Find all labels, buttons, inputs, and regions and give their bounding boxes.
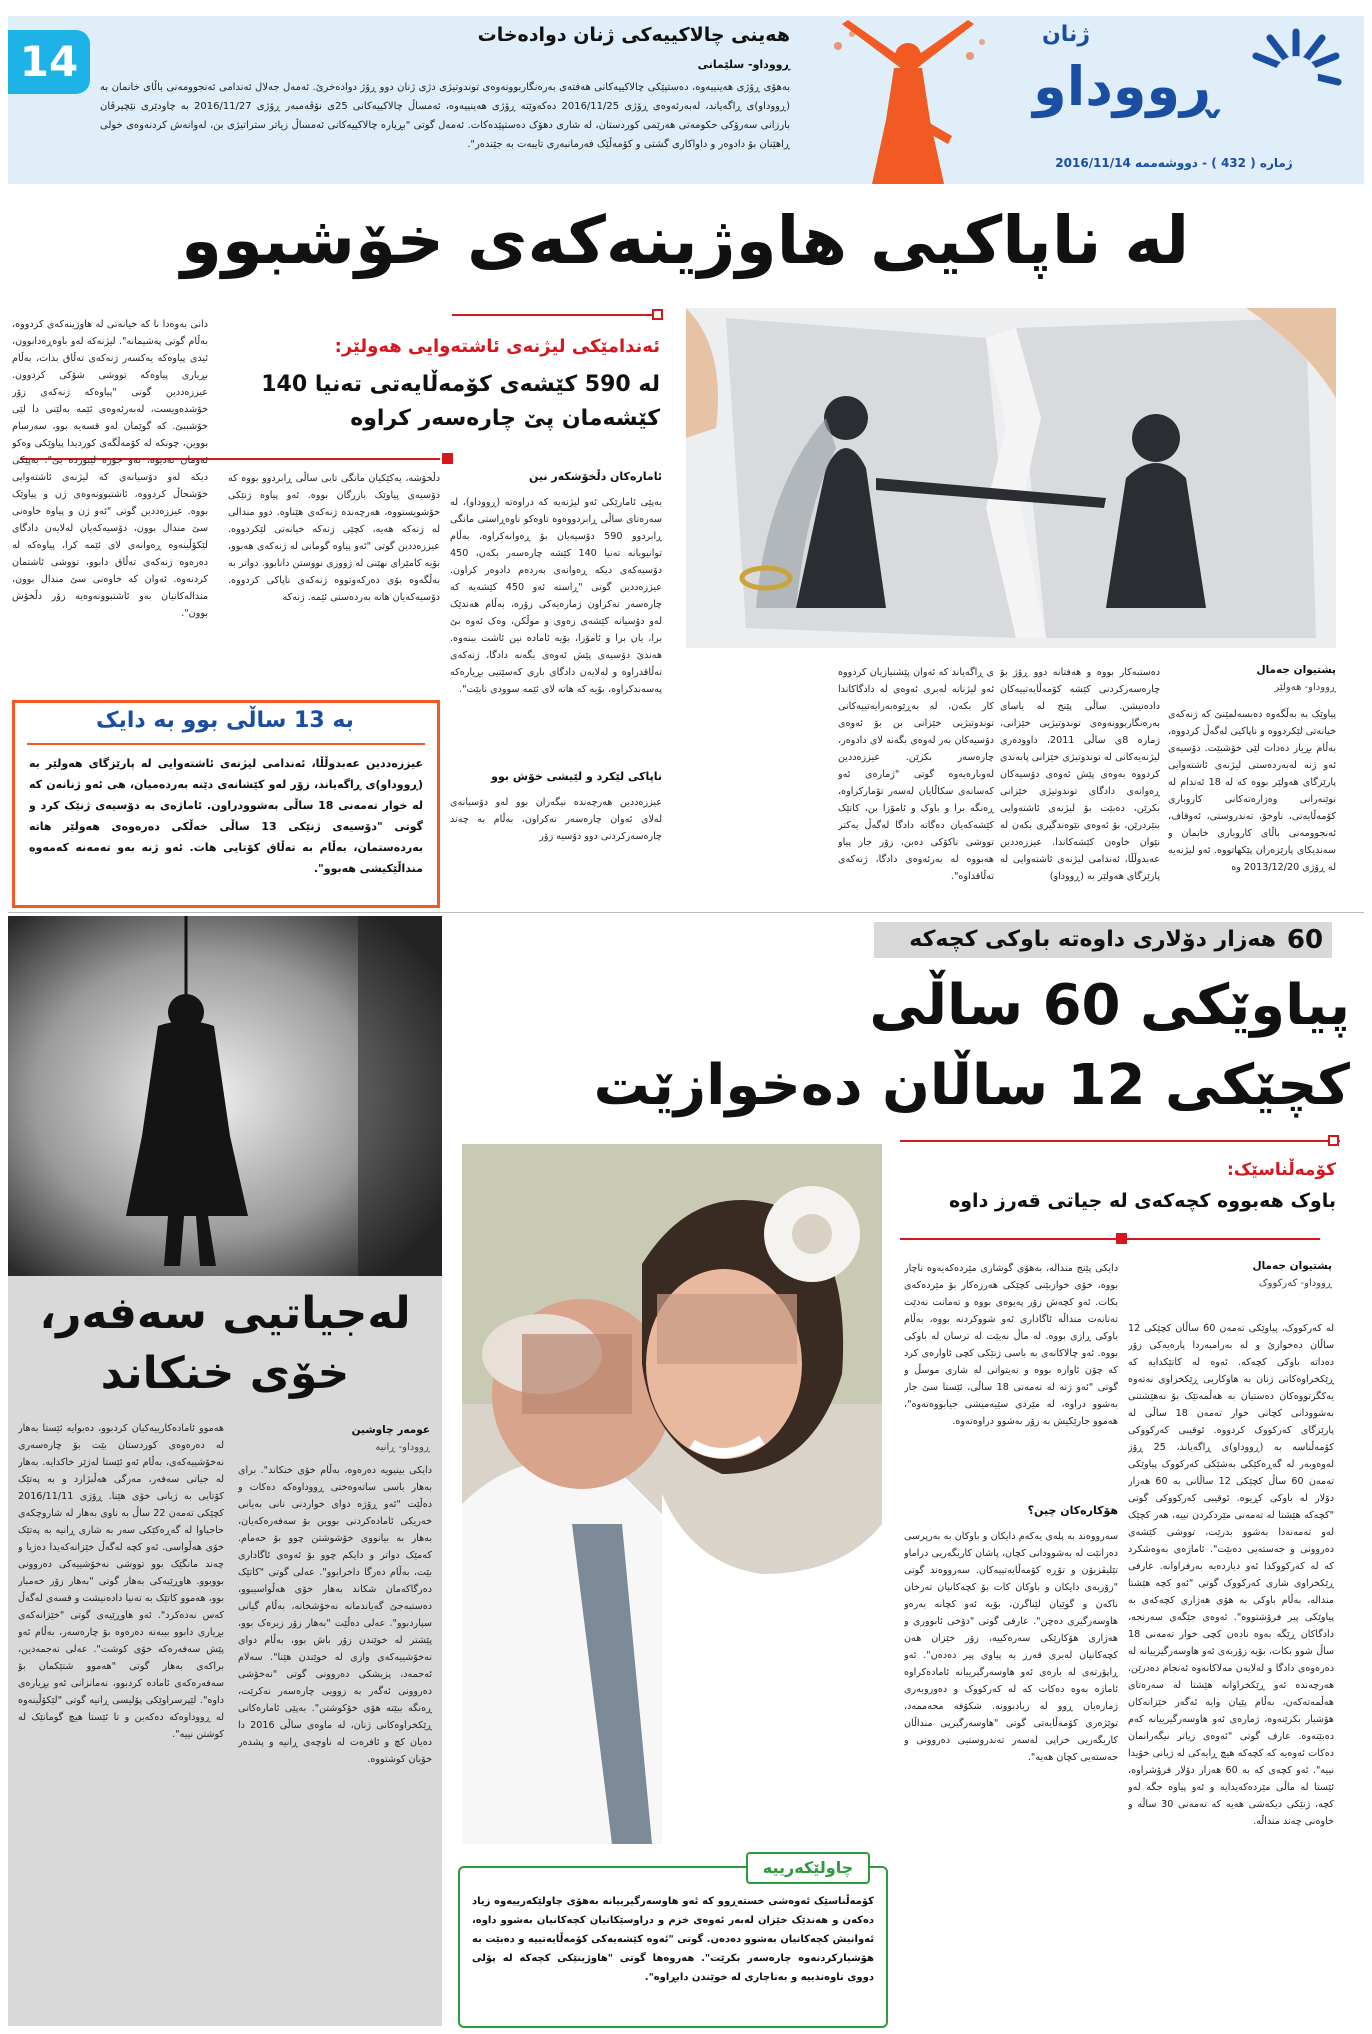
brief-headline: هەینی چالاکییەکی ژنان دوادەخات — [477, 24, 790, 46]
story1-byline-name: پشتیوان جەمال — [1256, 664, 1336, 676]
story3-headline-2: خۆی خنکاند — [100, 1348, 350, 1399]
woman-figure-icon — [802, 16, 1010, 184]
story2-byline-name: پشتیوان جەمال — [1252, 1260, 1332, 1272]
story2-headline-2: کچێکی 12 ساڵان دەخوازێت — [593, 1053, 1350, 1118]
story2-sidebar-text: کۆمەڵناسێک ئەوەشی خستەڕوو کە ئەو هاوسەرگیرییانە بەهۆی چاولێکەرییەوە زیاد دەکەن و هەندێک خێزان لەبەر ئەوەی خزم و دراوسێکانیان کچەکانیان بەشوو داوە، ئەوانیش کچەکانیان بەشوو دەدەن. گوتی "ئەوە کێشەیەکی کۆمەڵایەتییە و دەبێت بە هۆشیارکردنەوە چارەسەر بکرێت". هەروەها گوتی "هاوژینێکی کچەکە لە پۆلی دووی ناوەندییە و بەناچاری لە خوێندن دابڕاوە". — [472, 1896, 874, 1983]
story2-col-c: سەرووەند بە پلەی یەکەم دایکان و باوکان بە بەرپرسی دەزانێت لە بەشوودانی کچان، پاشان کاریگەریی دراماو تێلیڤزیۆن و تۆڕە کۆمەڵایەتییەکان. سەرووەند گوتی "زۆربەی دایکان و باوکان کات بۆ کچەکانیان تەرخان ناکەن و گوێیان لێناگرن، بۆیە ئەو کچانە بەرەو هاوسەرگیری دەچن". عارفی گوتی "دۆخی ئابووری و هەژاری هۆکارێکی سەرەکییە، زۆر خێزان هەن کچەکانیان لەبری قەرز بە پیاوی پیر دەدەن". ئەو ڕاپۆرتەی لە بارەی ئەو هاوسەرگیرییانە ئامادەکراوە ئاماژە بەوە دەکات کە لە کەرکووک و دەوروبەری ژمارەیان ڕوو لە زیادبوونە. شکۆفە محەممەد، توێژەری کۆمەڵایەتی گوتی "هاوسەرگیریی منداڵان کاریگەریی خراپی لەسەر تەندروستیی دەروونی و جەستەیی کچان هەیە". — [904, 1531, 1118, 1763]
page-number: 14 — [19, 37, 79, 86]
story3-byline-name: عومەر چاوشین — [351, 1424, 430, 1436]
story3-byline-place: ڕووداو- ڕانیە — [375, 1442, 430, 1453]
story1-col-b: دەستبەکار بووە و هەفتانە دوو ڕۆژ بۆ چارەسەرکردنی کێشە کۆمەڵایەتییەکان دادەنیشن. ساڵی پێنج لە یاسای بەرەنگاربوونەوەی توندوتیژیی خێزانی، ژمارە 8ی ساڵی 2011، داوودەری لیژنەیەکانی لە توندوتیژی خێزانی پابەندی کردووە بەوەی پێش ئەوەی دۆسیەکان ڕەوانەی دادگای توندوتیژی خێزانی بکرێن، دەبێت بۆ لیژنەی ئاشتەوایی بنێردرێن، بۆ ئەوەی نێوەندگیری بکەن لە نێوان خاوەن کێشەکاندا. عیززەددین عەبدوڵڵا، ئەندامی لیژنەی ئاشتەوایی لە پارێزگای هەولێر بە (ڕووداو) — [1000, 667, 1160, 882]
story2-byline-place: ڕووداو- کەرکووک — [1258, 1278, 1332, 1289]
story3-photo — [8, 916, 442, 1276]
story2-headline-1: پیاوێکی 60 ساڵی — [869, 973, 1350, 1038]
story1-kicker-marker — [652, 309, 663, 320]
brief-byline: ڕووداو- سلێمانی — [697, 58, 790, 71]
logo-rays-icon — [1250, 26, 1342, 118]
story1-kicker: ئەندامێکی لیژنەی ئاشتەوایی هەولێر: — [334, 336, 660, 357]
issue-line: ژمارە ( 432 ) - دووشەممە 2016/11/14 — [1055, 156, 1293, 170]
story2-col-b: دایکی پێنج مندالە، بەهۆی گوشاری مێردەکەیەوە ناچار بووە، خۆی خوازبێنی کچێکی هەرزەکار بۆ مێردەکەی بکات. ئەو کچەش زۆر پەیوەی بووە و تەمانت نەدێت تەنانەت منداڵە ئاگاداری ئەو شووکردنە بووە، بەڵام باوکی ڕازی بووە. لە ماڵ نەبێت لە ترسان لە باوکی بووە. ئەو چالاکانەی بە باسی ژنێکی کچی ئاوارەی کرد کە چۆن ئاوارە بووە و نەیتوانی لە شاری موسڵ و گوتی "ئەو ژنە لە تەمەنی 18 ساڵی، ئێستا سێ جار بەشوو دراوە، لە مێردی سێیەمیشی جیابووەتەوە"، هەموو جارێکیش بە زۆر بەشوو دراوەتەوە. — [904, 1263, 1118, 1427]
torn-wedding-photo-icon — [686, 308, 1336, 648]
story2-kicker-number: 60 — [1286, 925, 1324, 955]
story2-kicker2: کۆمەڵناسێک: — [1227, 1160, 1336, 1180]
story3-col-a: هەموو ئامادەکارییەکیان کردبوو، دەبوایە ئێستا بەهار لە دەرەوەی کوردستان بێت بۆ چارەسەری نەخۆشییەکەی، بەڵام ئەو ئێستا لەژێر خاکدایە. بەهار لە جیاتی سەفەر، مەرگی هەڵبژارد و بە پەتێک کۆتایی بە ژیانی خۆی هێنا. ڕۆژی 2016/11/11 کچێکی تەمەن 22 ساڵ بە ناوی بەهار لە شاروچکەی حاجیاوا لە گەڕەکێکی سەر بە شاری ڕانیە بە پەتێک خۆی هەڵواسی. ئەو کچە لەگەڵ خێزانەکەیدا دەژیا و چەند مانگێک بوو تووشی نەخۆشییەکی دەروونی بووبوو. هاوڕێیەکی بەهار گوتی "بەهار زۆر خەمبار بوو، هەموو کاتێک بە تەنیا دادەنیشت و قسەی لەگەڵ کەس نەدەکرد". ئەو هاوڕێیەی گوتی "خێزانەکەی بڕیاری دابوو بیبەنە دەرەوە بۆ چارەسەر، بەڵام ئەو پێش سەفەرەکە خۆی کوشت". عەلی نەجمەدین، براکەی بەهار گوتی "هەموو شتێکمان بۆ سەفەرەکەی ئامادە کردبوو، نەمانزانی ئەو بڕیارەی داوە". لێپرسراوێکی پۆلیسی ڕانیە گوتی "لێکۆڵینەوە لە ڕووداوەکە دەکەین و تا ئێستا هیچ گومانێک لە کوشتن نییە". — [18, 1423, 224, 1740]
story2-subhead-rule — [900, 1238, 1320, 1240]
story1-byline-place: ڕووداو- هەولێر — [1274, 682, 1336, 693]
story2-sub-why: هۆکارەکان چین؟ — [1027, 1504, 1118, 1517]
story1-sub-numbers: ئامارەکان دڵخۆشکەر نین — [529, 470, 662, 483]
story1-col-f: دڵخۆشە، یەکێکیان مانگی تابی ساڵی ڕابردوو بووە کە دۆسیەی پیاوێک بازرگان بووە. ئەو پیاوە ژنێکی خۆشویستووە، هەرچەندە ژنەکەی هێناوە. دوو مندالی لە ژنەکە هەیە، کچێی ژنەکە خیانەتی لێکردووە. عیززەددین گوتی "ئەو پیاوە گومانی لە ژنەکەی هەبوو، بۆیە کامێرای نهێنی لە ژووری نووستن دانابوو. دواتر بە بەڵگەوە بۆی دەرکەوتووە ژنەکەی ناپاکی کردووە. دۆسیەکەیان هاتە بەردەستی ئێمە. ژنەکە — [228, 473, 440, 603]
page-number-tab — [8, 30, 90, 94]
story2-photo — [462, 1144, 882, 1844]
story3-col-b-visible: دایکی بینیویە دەرەوە، بەڵام خۆی خنکاند". برای بەهار باسی ساتەوەختی ڕووداوەکە دەکات و دەڵێت "ئەو ڕۆژە دوای خواردنی نانی بەیانی خەریکی ئامادەکردنی بووین بۆ سەفەرەکەیان، بەهار بە بیانووی خۆشوشتن چوو بۆ حەمام. کەمێک دواتر و دایکم چوو بۆ ئەوەی ئاگاداری بێت، بەڵام دەرگا داخرابوو". عەلی گوتی "کاتێک دەرگاکەمان شکاند بەهار خۆی هەڵواسیبوو، دەستبەجێ گەیاندمانە نەخۆشخانە، بەڵام گیانی سپاردبوو". عەلی دەڵێت "بەهار زۆر زیرەک بوو، پێشتر لە خوێندن زۆر باش بوو، بەڵام دوای نەخۆشییەکەی وازی لە خوێندن هێنا". سەلام ئەحمەد، پزیشکی دەروونی گوتی "نەخۆشی دەروونی ئەگەر بە زوویی چارەسەر نەکرێت، ڕەنگە ببێتە هۆی خۆکوشتن". بەپێی ئامارەکانی ڕێکخراوەکانی ژنان، لە ماوەی ساڵی 2016 دا دەیان کچ و ئافرەت لە ناوچەی ڕانیە و پشدەر خۆیان کوشتووە. — [238, 1465, 432, 1765]
brand-logo — [1016, 22, 1356, 142]
story1-quote-box — [12, 700, 440, 908]
story1-col-c: ی ڕاگەیاند کە ئەوان پێشنیازیان کردووە ئەو لیژنانە لەبری ئەوەی لە دادگاکاندا کار بکەن، لە بەڕێوەبەرایەتییەکانی توندوتیژیی خێزانی بن بۆ ئەوەی دۆسیەکان بەر لەوەی بگەنە لای دادوەر، چارەسەر بکرێن. عیززەددین لەوبارەیەوە گوتی "ژمارەی ئەو کەسانەی سکاڵایان لەسەر تۆمارکراوە، ڕەنگە برا و باوک و ئامۆزا بن، کاتێک کێشەکەیان دەگاتە دادگا لەگەڵ یەکتر تووشی ناکۆکی دەبن، زۆر جار پیاو هەبووە لە بەرئەوەی دادگا، ژنەکەی تەڵاقداوە". — [838, 667, 994, 882]
woman-figure-graphic — [802, 16, 1010, 184]
story2-subhead-marker — [1116, 1233, 1127, 1244]
story2-sidebar-box — [458, 1858, 888, 2028]
story3-headline-1: لەجیاتیی سەفەر، — [39, 1288, 411, 1339]
hanging-silhouette-icon — [8, 916, 442, 1276]
story1-quote-rule — [27, 743, 425, 745]
story2-kicker2-marker — [1328, 1135, 1339, 1146]
story2-subhead: باوک هەبووە کچەکەی لە جیاتی قەرز داوە — [949, 1190, 1336, 1212]
section-divider — [8, 912, 1364, 913]
section-name: ژنان — [1042, 22, 1090, 47]
story1-col-a: پیاوێک بە بەڵگەوە دەبسەلمێنێ کە ژنەکەی خیانەتی لێکردووە و ناپاکیی لەگەڵ کردووە، بەڵام بڕیار دەدات لێی خۆشبێت. دۆسیەی ئەو ژنە لەبەردەستی لیژنەی ئاشتەوایی پارێزگای هەولێر بووە کە لە 18 ئەندام لە نوێنەرانی وەزارەتەکانی کاروباری کۆمەڵایەتی، ناوخۆ، تەندروستی، ئەوقاف، ئەنجوومەنی باڵای کاروباری خانمان و سەندیکای پارێزەران پێکهاتووە. ئەو لیژنەیە لە ڕۆژی 2013/12/20 وە — [1168, 709, 1336, 873]
story1-col-d: بەپێی ئامارێکی ئەو لیژنەیە کە دراوەتە (ڕووداو)، لە سەرەتای ساڵی ڕابردووەوە تاوەکو ناوەڕاستی مانگی ڕابردوو 590 دۆسیەیان بۆ ڕەوانەکراوە، بەڵام توانیویانە تەنیا 140 کێشە چارەسەر بکەن، 450 دۆسیەکەی دیکە ڕەوانەی بەردەم دادوەر کراون. عیززەددین گوتی "ڕاستە ئەو 450 کێشەیە کە چارەسەر نەکراون ژمارەیەکی زۆرە، بەڵام هەندێک لەو دۆسیانە کێشەی زەوی و موڵکن، وەک ئەوە بێ برا، یان برا و ئامۆزا، بۆیە ئامادە نین ئاشت ببنەوە. هەندێ دۆسیەی پێش ئەوەی بگەنە دادگا، ژنەکەی تەڵاقدراوە و لەلایەن دادگای باری کەسێتیی بڕیارەکە پەسەندکراوە، بۆیە کە هاتە لای ئێمە سوودی نابێت". — [450, 497, 662, 695]
main-headline: لە ناپاکیی هاوژینەکەی خۆشبوو — [180, 202, 1190, 279]
story1-quote-title: بە 13 ساڵی بوو بە دایک — [25, 703, 425, 739]
wedding-couple-photo-icon — [462, 1144, 882, 1844]
story1-col-e: عیززەددین هەرچەندە نیگەران بوو لەو دۆسیانەی لەلای ئەوان چارەسەر نەکراون، بەڵام بە چەند چارەسەرکردنی دوو دۆسیە زۆر — [450, 797, 662, 842]
story1-photo — [686, 308, 1336, 648]
story2-kicker-text: هەزار دۆلاری داوەتە باوکی کچەکە — [909, 927, 1276, 952]
logo-wordmark: ڕووداو — [1033, 55, 1217, 118]
story1-col-g: دانی بەوەدا نا کە خیانەتی لە هاوژینەکەی کردووە، بەڵام گوتی پەشیمانە". لیژنەکە لەو باوەڕەدابوون، ئیدی پیاوەکە یەکسەر ژنەکەی تەڵاق بدات، بەڵام بڕیاری پیاوەکە تووشی شۆکی کردوون. عیززەددین گوتی "پیاوەکە ژنەکەی زۆر خۆشدەویست، لەبەرئەوەی ئێمە بەلێنی دا لێی خۆشببێ. کە گوێمان لەو قسەیە بوو، سەرسام بووین، چونکە لە کۆمەڵگەی کوردیدا پیاوێکی وەکو ئەومان نەدیوە، بەو جۆرە لێبوردە بێ". بەپێکی دیکە لەو دۆسیانەی کە لیژنەی ئاشتەوایی خۆشحاڵ کردووە، ئاشتبوونەوەی ژن و پیاوێک بووە. عیززەددین گوتی "ئەو ژن و پیاوە خاوەنی سێ مندال بوون، دۆسیەکەیان لەلایەن دادگای لێکۆڵینەوە ڕەوانەی لای ئێمە کرا، پیاوەکە لە دەرەوە ژنەکەی تەڵاق دابوو، تووشی ئاشتمان کردنەوە. ئەوان کە خاوەنی سێ مندال بوون، مندالەکانیان بەو ئاشتبوونەوەیە زۆر دڵخۆش بوون". — [12, 319, 208, 619]
story2-kicker2-rule — [900, 1140, 1340, 1142]
brief-body: بەهۆی ڕۆژی هەینییەوە، دەستپێکی چالاکییەکانی هەفتەی بەرەنگاربوونەوەی توندوتیژی دژی ژنان دوو ڕۆژ دوادەخرێ. ئەمەل جەلال ئەندامی ئەنجوومەنی باڵای خانمان بە (ڕووداو)ی ڕاگەیاند، لەبەرئەوەی ڕۆژی 2016/11/25 دەکەوێتە ڕۆژی هەینییەوە، ئەمساڵ چالاکییەکانی 25ی نۆڤەمبەر ڕۆژی 2016/11/27 بە چاودێری نێچیرڤان بارزانی سەرۆکی حکومەتی هەرێمی کوردستان، لە شاری دهۆک دەستپێدەکات. ئەمەل گوتی "بڕیارە چالاکییەکانی ئەمساڵ زیاتر ستراتیژی بن، لەوانەش کردنەوەی خولی ڕاهێنان بۆ دادوەر و داواکاری گشتی و کۆمەڵێک فەرمانبەری تایبەت بە جێندەر". — [100, 82, 790, 150]
story2-col-a: لە کەرکووک، پیاوێکی تەمەن 60 ساڵان کچێکی 12 ساڵان دەخوازێ و لە بەرامبەردا پارەیەکی زۆر دەداتە باوکی کچەکە. ئەوە لە کاتێکدایە کە ڕێکخراوەکانی ژنان بە هاوکاریی ڕێکخراوی نەتەوە یەکگرتووەکان دەستیان بە هەڵمەتێک بۆ نەهێشتنی بەشوودانی کچانی خوار تەمەن 18 ساڵی لە پارێزگای کەرکووک کردووە. ئوقیبی کەرکووکی کۆمەڵناسە بە (ڕووداو)ی ڕاگەیاند، 25 ڕۆژ لەوەوبەر لە گەڕەکێکی بەشێکی کەرکووک پیاوێکی تەمەن 60 ساڵ کچێکی 12 ساڵانی بە 60 هەزار دۆلار لە باوکی کڕیوە. ئوقیبی کەرکووکی گوتی "کچەکە هێشتا لە تەمەنی مێردکردن نییە، هەر کچێک لەو تەمەنەدا بەشوو بدرێت، تووشی کێشەی دەروونی و جەستەیی دەبێت". ئاماژەی بەوەشکرد کە لە کەرکووکدا ئەو دیاردەیە بەرفراوانە. عارفی ڕێکخراوی شاری کەرکووک گوتی "ئەو کچە هێشتا مندالە، بەڵام باوکی بە هۆی هەژاری کچەکەی بە پیاوێکی پیر فرۆشتووە". ئەوەی جێگەی سەرنجە، دادگاکان ڕێگە بەوە نادەن کچی خوار تەمەنی 18 ساڵ شوو بکات، بۆیە زۆربەی ئەو هاوسەرگیرییانە لە دەرەوەی دادگا و لەلایەن مەلاکانەوە ئەنجام دەدرێن. هەرچەندە ئەو ڕێکخراوانە هێشتا لە سەرەتای هەڵمەتەکەن، بەڵام پێیان وایە ئەگەر خێزانەکان هۆشیار بکرێنەوە، ژمارەی ئەو هاوسەرگیرییانە کەم دەبێتەوە. عارف گوتی "ئەوەی زیاتر نیگەرانمان دەکات ئەوەیە کە کچەکە هیچ ڕایەکی لە ژیانی خۆیدا نییە". ئەو کچەی کە بە 60 هەزار دۆلار فرۆشراوە، ئێستا لە ماڵی مێردەکەیدایە و ئەو پیاوە جگە لەو کچە، ژنێکی دیکەشی هەیە کە تەمەنی 30 ساڵە و خاوەنی چەند منداڵە. — [1128, 1323, 1334, 1827]
story1-subhead: لە 590 کێشەی کۆمەڵایەتی تەنیا 140 کێشەمان پێ چارەسەر کراوە — [261, 372, 660, 431]
story1-kicker-rule — [452, 314, 662, 316]
story1-sub-doubt: ناپاکی لێکرد و لێیشی خۆش بوو — [491, 770, 662, 783]
story2-sidebar-title: چاولێکەرییە — [746, 1852, 870, 1884]
story1-quote-text: عیززەددین عەبدوڵڵا، ئەندامی لیژنەی ئاشتەوایی لە پارێزگای هەولێر بە (ڕووداو)ی ڕاگەیاند، زۆر لەو کێشانەی دێنە بەردەمیان، هی ئەو ژنانەن کە لە خوار تەمەنی 18 ساڵی بەشوودراون. ئاماژەی بە دۆسیەی ژنێک کرد و گوتی "دۆسیەی ژنێکی 13 ساڵی خەڵکی دەرەوەی هەولێر هاتە بەردەستمان، بەڵام بە تەڵاق کۆتایی هات. ئەو ژنە بەو تەمەنە کەمەوە منداڵێکیشی هەبوو". — [29, 757, 423, 875]
story1-subhead-marker — [442, 453, 453, 464]
